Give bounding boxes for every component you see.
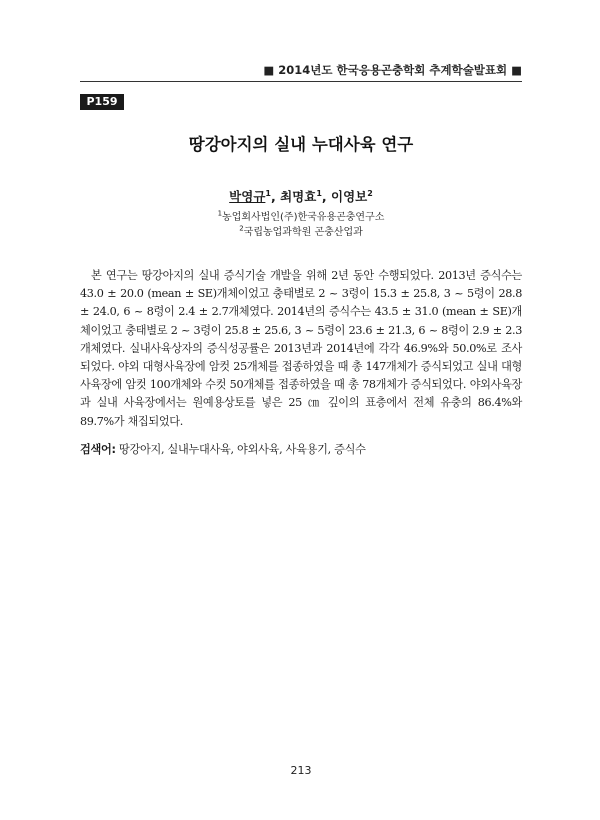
affiliation-mark: 1 [217, 209, 223, 218]
author-separator: , [270, 189, 281, 204]
author-affiliation-mark: 1 [265, 188, 271, 198]
running-header: ■ 2014년도 한국응용곤충학회 추계학술발표회 ■ [263, 63, 522, 77]
author-name: 이영보 [331, 189, 368, 204]
author-name: 박영규 [229, 189, 266, 204]
author-list [80, 187, 522, 205]
page-number: 213 [290, 764, 312, 777]
keywords-line [80, 441, 522, 457]
poster-id-badge: P159 [80, 94, 124, 110]
keywords-text: 땅강아지, 실내누대사육, 야외사육, 사육용기, 증식수 [115, 443, 366, 456]
affiliation-text: 국립농업과학원 곤충산업과 [243, 227, 363, 238]
paper-title: 땅강아지의 실내 누대사육 연구 [188, 135, 414, 154]
affiliation-1 [80, 208, 522, 223]
author-affiliation-mark: 2 [367, 188, 373, 198]
author-separator: , [321, 189, 332, 204]
author-affiliation-mark: 1 [316, 188, 322, 198]
abstract-body: 본 연구는 땅강아지의 실내 증식기술 개발을 위해 2년 동안 수행되었다. 2013년 증식수는 43.0 ± 20.0 (mean ± SE)개체이었고 충태별로 2 ~ 3령이 15.3 ± 25.8, 3 ~ 5령이 28.8 ± 24.0, 6 ~ 8령이 2.4 ± 2.7개체였다. 2014년의 증식수는 43.5 ± 31.0 (mean ± SE)개체이었고 충태별로 2 ~ 3령이 25.8 ± 25.6, 3 ~ 5령이 23.6 ± 21.3, 6 ~ 8령이 2.9 ± 2.3개체였다. 실내사육상자의 증식성공률은 2013년과 2014년에 각각 46.9%와 50.0%로 조사되었다. 야외 대형사육장에 암컷 25개체를 접종하였을 때 총 147개체가 증식되었고 실내 대형사육장에 암컷 100개체와 수컷 50개체를 접종하였을 때 총 78개체가 증식되었다. 야외사육장과 실내 사육장에서는 원예용상토를 넣은 25 ㎝ 깊이의 표층에서 전체 유충의 86.4%와 89.7%가 채집되었다. [80, 269, 522, 428]
header-divider [80, 81, 522, 82]
keywords-label: 검색어: [80, 443, 116, 456]
author-name: 최명효 [280, 189, 317, 204]
affiliation-mark: 2 [239, 224, 244, 233]
affiliation-2 [80, 223, 522, 238]
affiliation-text: 농업회사법인(주)한국유용곤충연구소 [222, 212, 385, 223]
